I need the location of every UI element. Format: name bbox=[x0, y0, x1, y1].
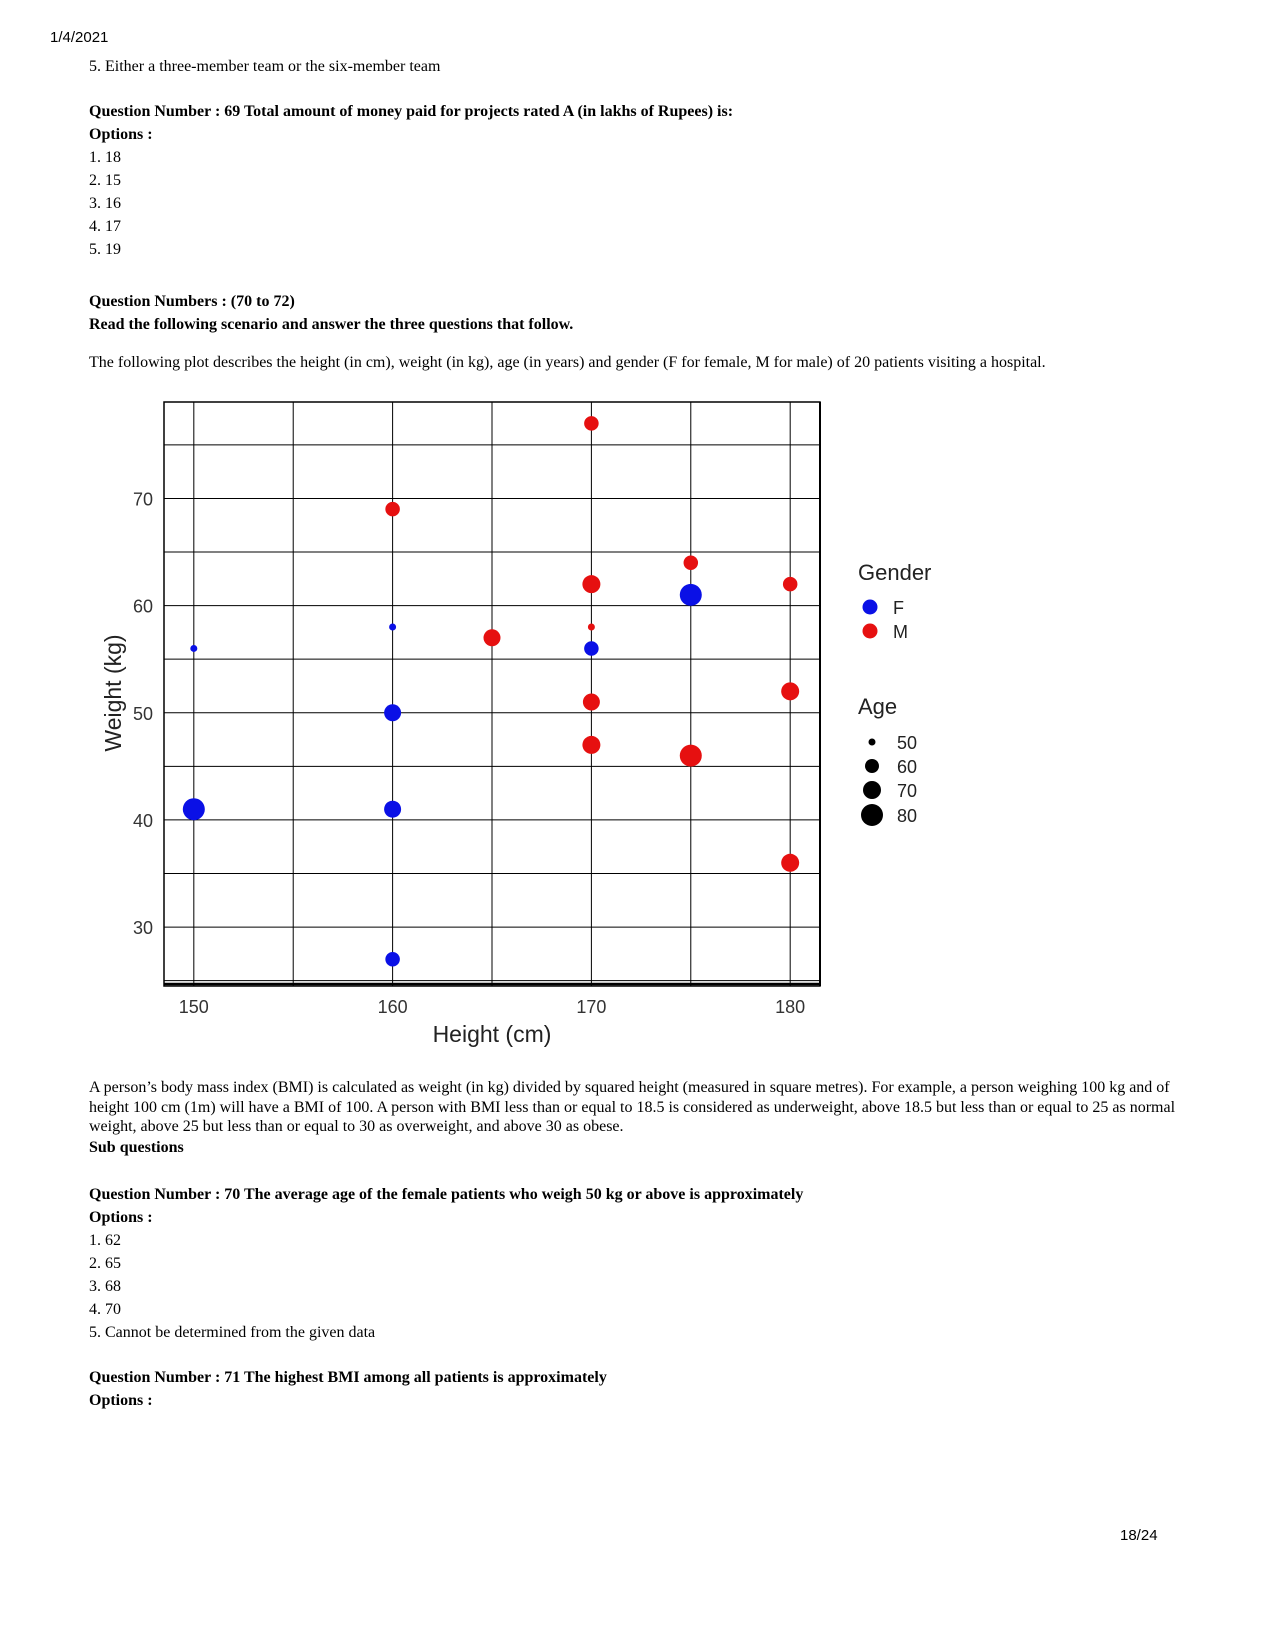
legend-f-label: F bbox=[893, 598, 904, 618]
y-tick-label: 60 bbox=[132, 596, 153, 617]
x-tick-label: 180 bbox=[775, 997, 806, 1017]
data-point-m bbox=[783, 577, 798, 592]
q70-option-2: 2. 65 bbox=[89, 1255, 121, 1272]
print-date: 1/4/2021 bbox=[50, 29, 109, 46]
q69-option-2: 2. 15 bbox=[89, 172, 121, 189]
x-tick-labels bbox=[179, 997, 805, 1017]
legend-gender-title: Gender bbox=[858, 560, 932, 585]
data-point-f bbox=[584, 641, 599, 656]
legend-age-50-swatch bbox=[869, 739, 876, 746]
legend-age-title: Age bbox=[858, 694, 898, 719]
y-tick-label: 30 bbox=[132, 918, 153, 939]
q70-options-label: Options : bbox=[89, 1209, 153, 1226]
q70-option-5: 5. Cannot be determined from the given data bbox=[89, 1324, 376, 1341]
y-tick-labels bbox=[133, 489, 153, 938]
x-tick-label: 160 bbox=[377, 997, 408, 1017]
scatter-plot bbox=[0, 380, 1275, 1070]
legend-m-swatch bbox=[863, 624, 878, 639]
data-point-m bbox=[584, 416, 599, 431]
q70-option-3: 3. 68 bbox=[89, 1278, 121, 1295]
bmi-paragraph: A person’s body mass index (BMI) is calculated as weight (in kg) divided by squared height (measured in square metres). For example, a person weighing 100 kg and of height 100 cm (1m) will have a BMI of 100. A person with BMI less than or equal to 18.5 is considered as underweight, above 18.5 but less than or equal to 25 as normal weight, above 25 but less than or equal to 30 as overweight, and above 30 as obese. bbox=[89, 1079, 1176, 1135]
y-axis-label: Weight (kg) bbox=[100, 634, 126, 752]
data-point-m bbox=[484, 629, 501, 646]
x-tick-label: 150 bbox=[178, 997, 209, 1017]
sub-questions-label: Sub questions bbox=[89, 1139, 184, 1156]
scenario-instruction: Read the following scenario and answer the three questions that follow. bbox=[89, 316, 574, 333]
data-point-m bbox=[680, 745, 702, 767]
q68-option-5: 5. Either a three-member team or the six-member team bbox=[89, 58, 441, 75]
data-point-f bbox=[680, 584, 702, 606]
legend-age-80-swatch bbox=[861, 804, 883, 826]
q69-options-label: Options : bbox=[89, 126, 153, 143]
data-point-m bbox=[684, 555, 699, 570]
data-point-m bbox=[582, 575, 600, 593]
data-point-m bbox=[781, 682, 799, 700]
scenario-title: Question Numbers : (70 to 72) bbox=[89, 293, 295, 310]
legend-age-60-label: 60 bbox=[897, 757, 918, 777]
scenario-description: The following plot describes the height (in cm), weight (in kg), age (in years) and gender (F for female, M for male) of 20 patients visiting a hospital. bbox=[89, 354, 1046, 371]
q70-title: Question Number : 70 The average age of the female patients who weigh 50 kg or above is approximately bbox=[89, 1186, 804, 1203]
q71-options-label: Options : bbox=[89, 1392, 153, 1409]
q70-option-4: 4. 70 bbox=[89, 1301, 121, 1318]
x-tick-label: 170 bbox=[576, 997, 607, 1017]
data-point-f bbox=[384, 801, 401, 818]
q69-option-5: 5. 19 bbox=[89, 241, 121, 258]
legend-f-swatch bbox=[863, 600, 878, 615]
data-point-m bbox=[385, 502, 400, 517]
legend-age-80-label: 80 bbox=[897, 806, 918, 826]
legend-age-70-swatch bbox=[863, 781, 881, 799]
legend-age-70-label: 70 bbox=[897, 781, 918, 801]
q69-option-3: 3. 16 bbox=[89, 195, 121, 212]
legend-m-label: M bbox=[893, 622, 908, 642]
q71-title: Question Number : 71 The highest BMI among all patients is approximately bbox=[89, 1369, 607, 1386]
data-point-m bbox=[583, 694, 600, 711]
q70-option-1: 1. 62 bbox=[89, 1232, 121, 1249]
data-point-f bbox=[389, 624, 396, 631]
page-number: 18/24 bbox=[1120, 1527, 1158, 1544]
q69-option-4: 4. 17 bbox=[89, 218, 121, 235]
y-tick-label: 70 bbox=[132, 489, 153, 510]
q69-title: Question Number : 69 Total amount of money paid for projects rated A (in lakhs of Rupees) is: bbox=[89, 103, 734, 120]
data-point-f bbox=[385, 952, 400, 967]
data-point-m bbox=[781, 854, 799, 872]
data-point-m bbox=[588, 624, 595, 631]
q69-option-1: 1. 18 bbox=[89, 149, 121, 166]
data-point-m bbox=[582, 736, 600, 754]
y-tick-label: 50 bbox=[132, 703, 153, 724]
y-tick-label: 40 bbox=[132, 810, 153, 831]
legend-age-60-swatch bbox=[865, 759, 879, 773]
data-point-f bbox=[384, 704, 401, 721]
data-point-f bbox=[190, 645, 197, 652]
legend-age-50-label: 50 bbox=[897, 733, 918, 753]
data-point-f bbox=[183, 798, 205, 820]
x-axis-label: Height (cm) bbox=[432, 1021, 552, 1047]
chart-grid bbox=[164, 402, 820, 986]
